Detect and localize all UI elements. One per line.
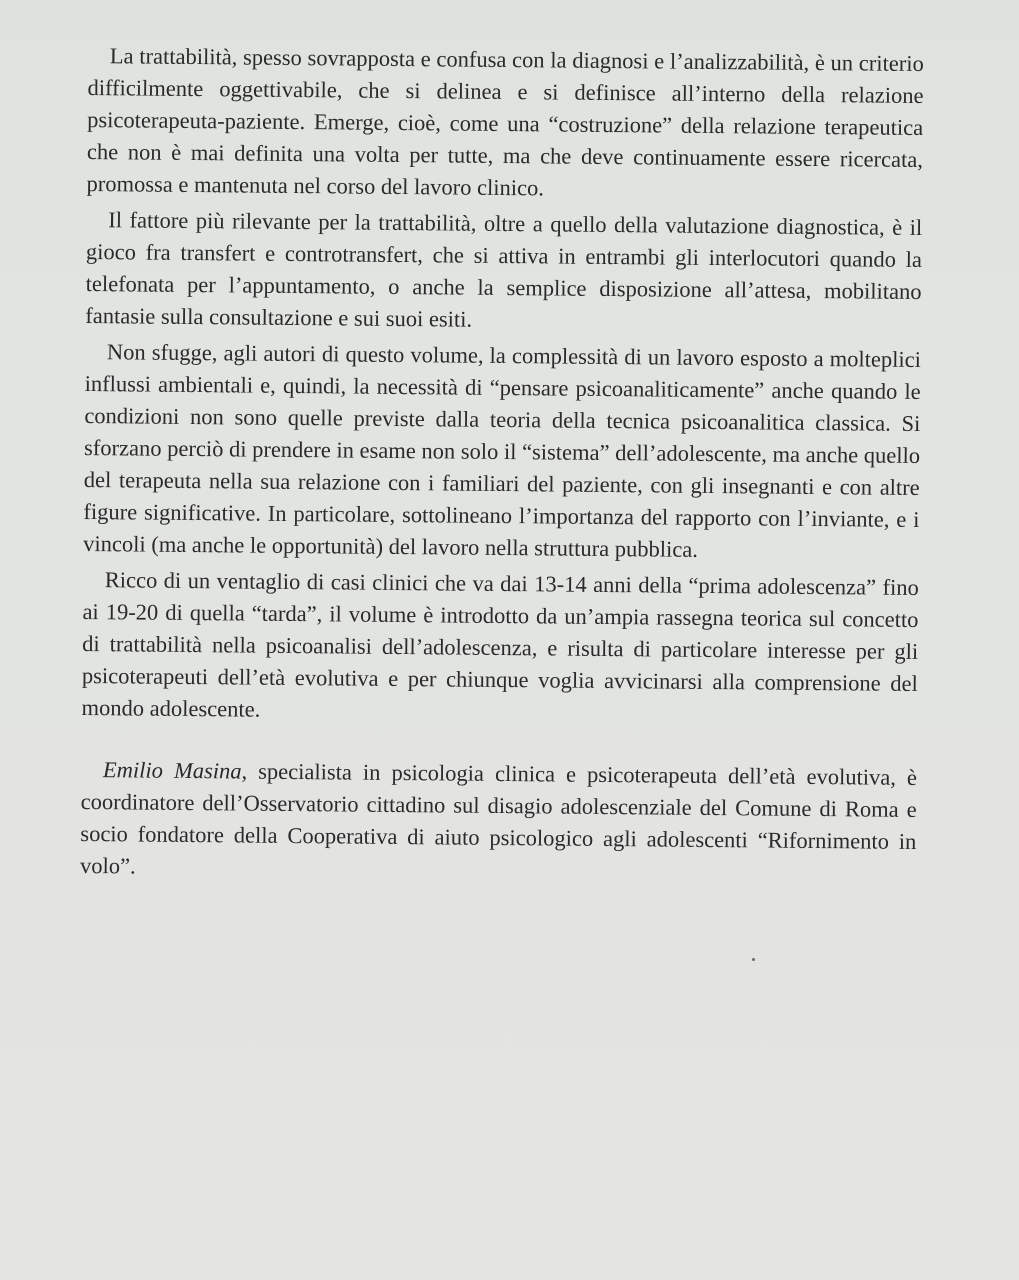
paper-speck: [752, 958, 755, 961]
paragraph-autori: Non sfugge, agli autori di questo volume, la complessità di un lavoro esposto a molteplici influssi ambientali e, quindi, la necessità di “pensare psicoanaliticamente” anche quando le condizioni non sono quelle previste dalla teoria della tecnica psicoanalitica classica. Si sforzano perciò di prendere in esame non solo il “sistema” dell’adolescente, ma anche quello del terapeuta nella sua relazione con i familiari del paziente, con gli insegnanti e con altre figure significative. In particolare, sottolineano l’importanza del rapporto con l’inviante, e i vincoli (ma anche le opportunità) del lavoro nella struttura pubblica.: [83, 339, 922, 562]
author-name: Emilio Masina: [102, 757, 242, 784]
paragraph-fattore-rilevante: Il fattore più rilevante per la trattabilità, oltre a quello della valutazione diagnostica, è il gioco fra transfert e controtransfert, che si attiva in entrambi gli interlocutori quando la telefonata per l’appuntamento, o anche la semplice disposizione all’attesa, mobilitano fantasie sulla consultazione e sui suoi esiti.: [85, 207, 923, 332]
author-bio-text: , specialista in psicologia clinica e psicoterapeuta dell’età evolutiva, è coordinatore dell’Osservatorio cittadino sul disagio adolescenziale del Comune di Roma e socio fondatore della Cooperativa di aiuto psicologico agli adolescenti “Rifornimento in volo”.: [79, 758, 918, 879]
book-back-cover-text: [76, 40, 923, 1248]
paragraph-casi-clinici: Ricco di un ventaglio di casi clinici che va dai 13-14 anni della “prima adolescenza” fino ai 19-20 di quella “tarda”, il volume è introdotto da un’ampia rassegna teorica sul concetto di trattabilità nella psicoanalisi dell’adolescenza, e risulta di particolare interesse per gli psicoterapeuti dell’età evolutiva e per chiunque voglia avvicinarsi alla comprensione del mondo adolescente.: [81, 567, 919, 722]
author-bio: [80, 754, 917, 890]
paragraph-trattabilita: La trattabilità, spesso sovrapposta e confusa con la diagnosi e l’analizzabilità, è un criterio difficilmente oggettivabile, che si delinea e si definisce all’interno della relazione psicoterapeuta-paziente. Emerge, cioè, come una “costruzione” della relazione terapeutica che non è mai definita una volta per tutte, ma che deve continuamente essere ricercata, promossa e mantenuta nel corso del lavoro clinico.: [86, 43, 924, 201]
